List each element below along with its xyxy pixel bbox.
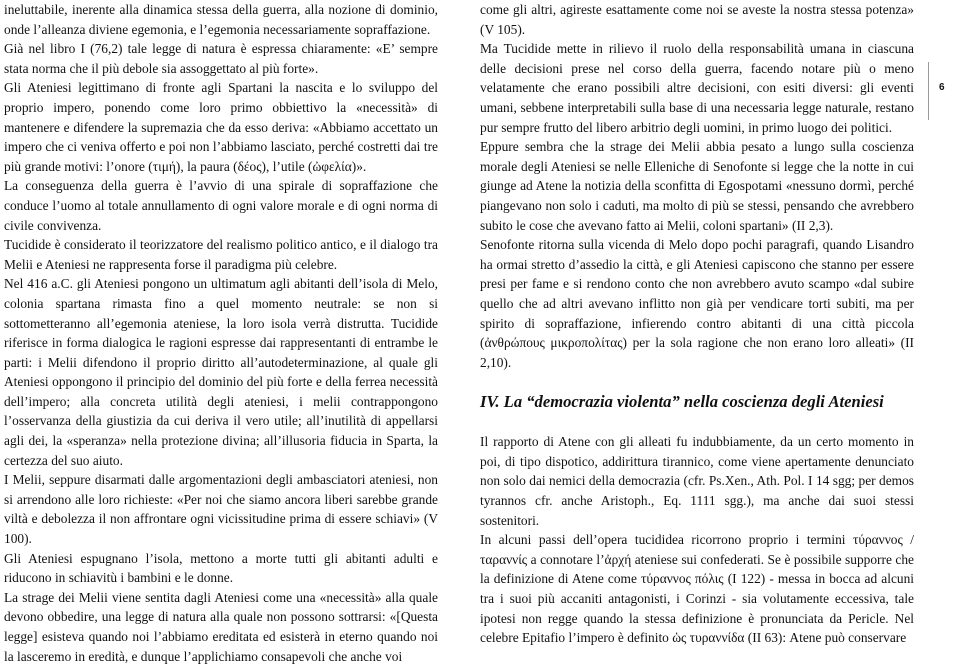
paragraph: come gli altri, agireste esattamente come noi se aveste la nostra stessa potenza» (V 105). [480, 2, 914, 37]
paragraph: Il rapporto di Atene con gli alleati fu indubbiamente, da un certo momento in poi, di tipo dispotico, addirittura tirannico, come viene apertamente denunciato non solo dai nemici della democrazia (cfr. Ps.Xen., Ath. Pol. I 14 sgg; per demos tyrannos cfr. anche Aristoph., Eq. 1111 sgg.), ma anche dai suoi stessi sostenitori. [480, 434, 914, 528]
paragraph: Ma Tucidide mette in rilievo il ruolo della responsabilità umana in ciascuna delle decisioni prese nel corso della guerra, facendo notare più o meno velatamente che erano possibili altre decisioni, con esiti diversi: gli eventi umani, sebbene interpretabili sulla base di una necessaria legge naturale, restano pur sempre frutto del libero arbitrio degli uomini, in primo luogo dei politici. [480, 41, 914, 135]
paragraph: Già nel libro I (76,2) tale legge di natura è espressa chiaramente: «E’ sempre stata norma che il più debole sia assoggettato al più forte». [4, 41, 438, 76]
right-column [480, 0, 914, 648]
paragraph: I Melii, seppure disarmati dalle argomentazioni degli ambasciatori ateniesi, non si arrendono alle loro richieste: «Per noi che siamo ancora liberi sarebbe grande viltà e debolezza il non affrontare ogni vicissitudine prima di essere schiavi» (V 100). [4, 472, 438, 547]
paragraph: In alcuni passi dell’opera tucididea ricorrono proprio i termini τύραννος / ταραννίς a connotare l’ἀρχή ateniese sui confederati. Se è possibile supporre che la definizione di Atene come τύραννος πόλις (I 122) - messa in bocca ad alcuni tra i suoi più accaniti antagonisti, i Corinzi - sia volutamente eccessiva, tale ipotesi non regge quando la stessa definizione è pronunciata da Pericle. Nel celebre Epitafio l’impero è definito ὡς τυραννίδα (II 63): Atene può conservare [480, 532, 914, 646]
paragraph: La strage dei Melii viene sentita dagli Ateniesi come una «necessità» alla quale devono obbedire, una legge di natura alla quale non possono sottrarsi: «[Questa legge] esisteva quando noi l’abbiamo ereditata ed esisterà in eterno quando noi la lasceremo in eredità, e dunque l’applichiamo consapevoli che anche voi [4, 589, 438, 664]
left-column [4, 0, 438, 666]
section-heading [480, 392, 914, 412]
paragraph: Eppure sembra che la strage dei Melii abbia pesato a lungo sulla coscienza morale degli Ateniesi se nelle Elleniche di Senofonte si legge che la notte in cui giunge ad Atene la notizia della sconfitta di Egospotami «nessuno dormì, perché piangevano non solo i caduti, ma molto di più se stessi, pensando che avrebbero subito le cose che avevano fatto ai Melii, coloni spartani» (II 2,3). [480, 139, 914, 233]
paragraph: Tucidide è considerato il teorizzatore del realismo politico antico, e il dialogo tra Melii e Ateniesi ne rappresenta forse il paradigma più celebre. [4, 237, 438, 272]
paragraph: Gli Ateniesi legittimano di fronte agli Spartani la nascita e lo sviluppo del proprio impero, ponendo come loro primo obbiettivo la «necessità» di mantenere e difendere la supremazia che da esso deriva: «Abbiamo accettato un impero che ci veniva offerto e poi non l’abbiamo lasciato, perché costretti dai tre più grande motivi: l’onore (τιμή), la paura (δέος), l’utile (ὠφελία)». [4, 80, 438, 174]
section-heading-text: IV. La “democrazia violenta” nella coscienza degli Ateniesi [480, 392, 884, 412]
page-number: 6 [939, 82, 945, 93]
paragraph: La conseguenza della guerra è l’avvio di una spirale di sopraffazione che conduce l’uomo al totale annullamento di ogni valore morale e di ogni norma di civile convivenza. [4, 178, 438, 233]
paragraph: ineluttabile, inerente alla dinamica stessa della guerra, alla nozione di dominio, onde l’alleanza diviene egemonia, e l’egemonia necessariamente sopraffazione. [4, 2, 438, 37]
paragraph: Senofonte ritorna sulla vicenda di Melo dopo pochi paragrafi, quando Lisandro ha ormai stretto d’assedio la città, e gli Ateniesi capiscono che stanno per essere presi per fame e si rendono conto che non avrebbero avuto scampo «dal subire quello che ad altri avevano inflitto non già per vendicare torti subiti, ma per spirito di sopraffazione, infierendo contro abitanti di una città piccola (ἀνθρώπους μικροπολίτας) per la sola ragione che non erano loro alleati» (II 2,10). [480, 237, 914, 370]
paragraph: Gli Ateniesi espugnano l’isola, mettono a morte tutti gli abitanti adulti e riducono in schiavitù i bambini e le donne. [4, 550, 438, 586]
paragraph: Nel 416 a.C. gli Ateniesi pongono un ultimatum agli abitanti dell’isola di Melo, colonia spartana rimasta fino a quel momento neutrale: se non si sottometteranno all’egemonia ateniese, la loro isola verrà distrutta. Tucidide riferisce in forma dialogica le ragioni espresse dai rappresentanti di entrambe le parti: i Melii difendono il proprio diritto all’autodeterminazione, al quale gli Ateniesi oppongono il principio del dominio del più forte e della ferrea necessità dell’impero; alla concreta utilità degli ateniesi, i melii contrappongono l’osservanza della giustizia da cui deriva il vero utile; all’inutilità di appellarsi agli dei, la «speranza» nella protezione divina; all’illusoria fiducia in Sparta, la certezza del suo aiuto. [4, 276, 438, 468]
